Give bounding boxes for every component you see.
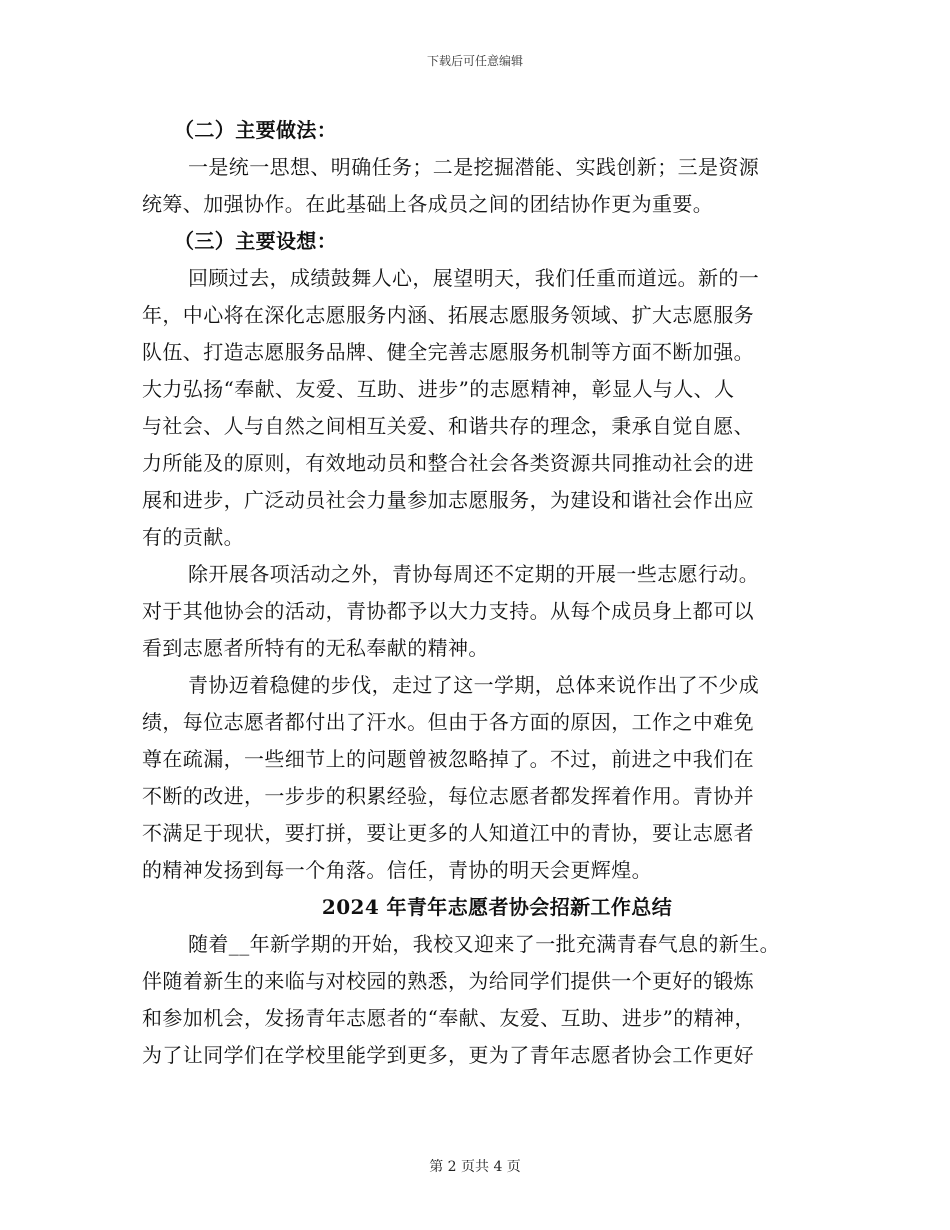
section-heading-plans: （三）主要设想： (174, 229, 338, 253)
paragraph-line: 展和进步，广泛动员社会力量参加志愿服务，为建设和谐社会作出应 (142, 488, 754, 512)
paragraph-line: 对于其他协会的活动，青协都予以大力支持。从每个成员身上都可以 (142, 599, 754, 623)
paragraph-line: 大力弘扬“奉献、友爱、互助、进步”的志愿精神，彰显人与人、人 (142, 377, 735, 401)
paragraph-line: 一是统一思想、明确任务；二是挖掘潜能、实践创新；三是资源 (188, 155, 760, 179)
page-header: 下载后可任意编辑 (426, 54, 523, 68)
paragraph-line: 力所能及的原则，有效地动员和整合社会各类资源共同推动社会的进 (142, 451, 754, 475)
paragraph-line: 为了让同学们在学校里能学到更多，更为了青年志愿者协会工作更好 (142, 1043, 754, 1067)
paragraph-line: 年，中心将在深化志愿服务内涵、拓展志愿服务领域、扩大志愿服务 (142, 303, 754, 327)
paragraph-line: 不断的改进，一步步的积累经验，每位志愿者都发挥着作用。青协并 (142, 784, 754, 808)
paragraph-line: 与社会、人与自然之间相互关爱、和谐共存的理念，秉承自觉自愿、 (142, 414, 754, 438)
paragraph-line: 和参加机会，发扬青年志愿者的“奉献、友爱、互助、进步”的精神， (142, 1006, 755, 1030)
document-title: 2024 年青年志愿者协会招新工作总结 (321, 895, 673, 919)
section-heading-methods: （二）主要做法： (174, 118, 338, 142)
paragraph-line: 不满足于现状，要打拼，要让更多的人知道江中的青协，要让志愿者 (142, 821, 754, 845)
document-body (142, 112, 812, 1074)
paragraph-line: 随着__年新学期的开始，我校又迎来了一批充满青春气息的新生。 (188, 932, 780, 956)
paragraph-line: 队伍、打造志愿服务品牌、健全完善志愿服务机制等方面不断加强。 (142, 340, 754, 364)
paragraph-line: 绩，每位志愿者都付出了汗水。但由于各方面的原因，工作之中难免 (142, 710, 754, 734)
paragraph-summary (142, 667, 812, 889)
paragraph-line: 统筹、加强协作。在此基础上各成员之间的团结协作更为重要。 (142, 192, 714, 216)
paragraph-methods (142, 149, 812, 223)
paragraph-line: 回顾过去，成绩鼓舞人心，展望明天，我们任重而道远。新的一 (188, 266, 760, 290)
paragraph-line: 伴随着新生的来临与对校园的熟悉，为给同学们提供一个更好的锻炼 (142, 969, 754, 993)
paragraph-line: 尊在疏漏，一些细节上的问题曾被忽略掉了。不过，前进之中我们在 (142, 747, 754, 771)
paragraph-line: 青协迈着稳健的步伐，走过了这一学期，总体来说作出了不少成 (188, 673, 760, 697)
paragraph-line: 有的贡献。 (142, 525, 244, 549)
paragraph-recruitment (142, 926, 812, 1074)
paragraph-line: 除开展各项活动之外，青协每周还不定期的开展一些志愿行动。 (188, 562, 760, 586)
paragraph-line: 看到志愿者所特有的无私奉献的精神。 (142, 636, 489, 660)
paragraph-plans (142, 260, 812, 556)
paragraph-activities (142, 556, 812, 667)
paragraph-line: 的精神发扬到每一个角落。信任，青协的明天会更辉煌。 (142, 858, 652, 882)
page-footer: 第 2 页共 4 页 (429, 1159, 521, 1175)
